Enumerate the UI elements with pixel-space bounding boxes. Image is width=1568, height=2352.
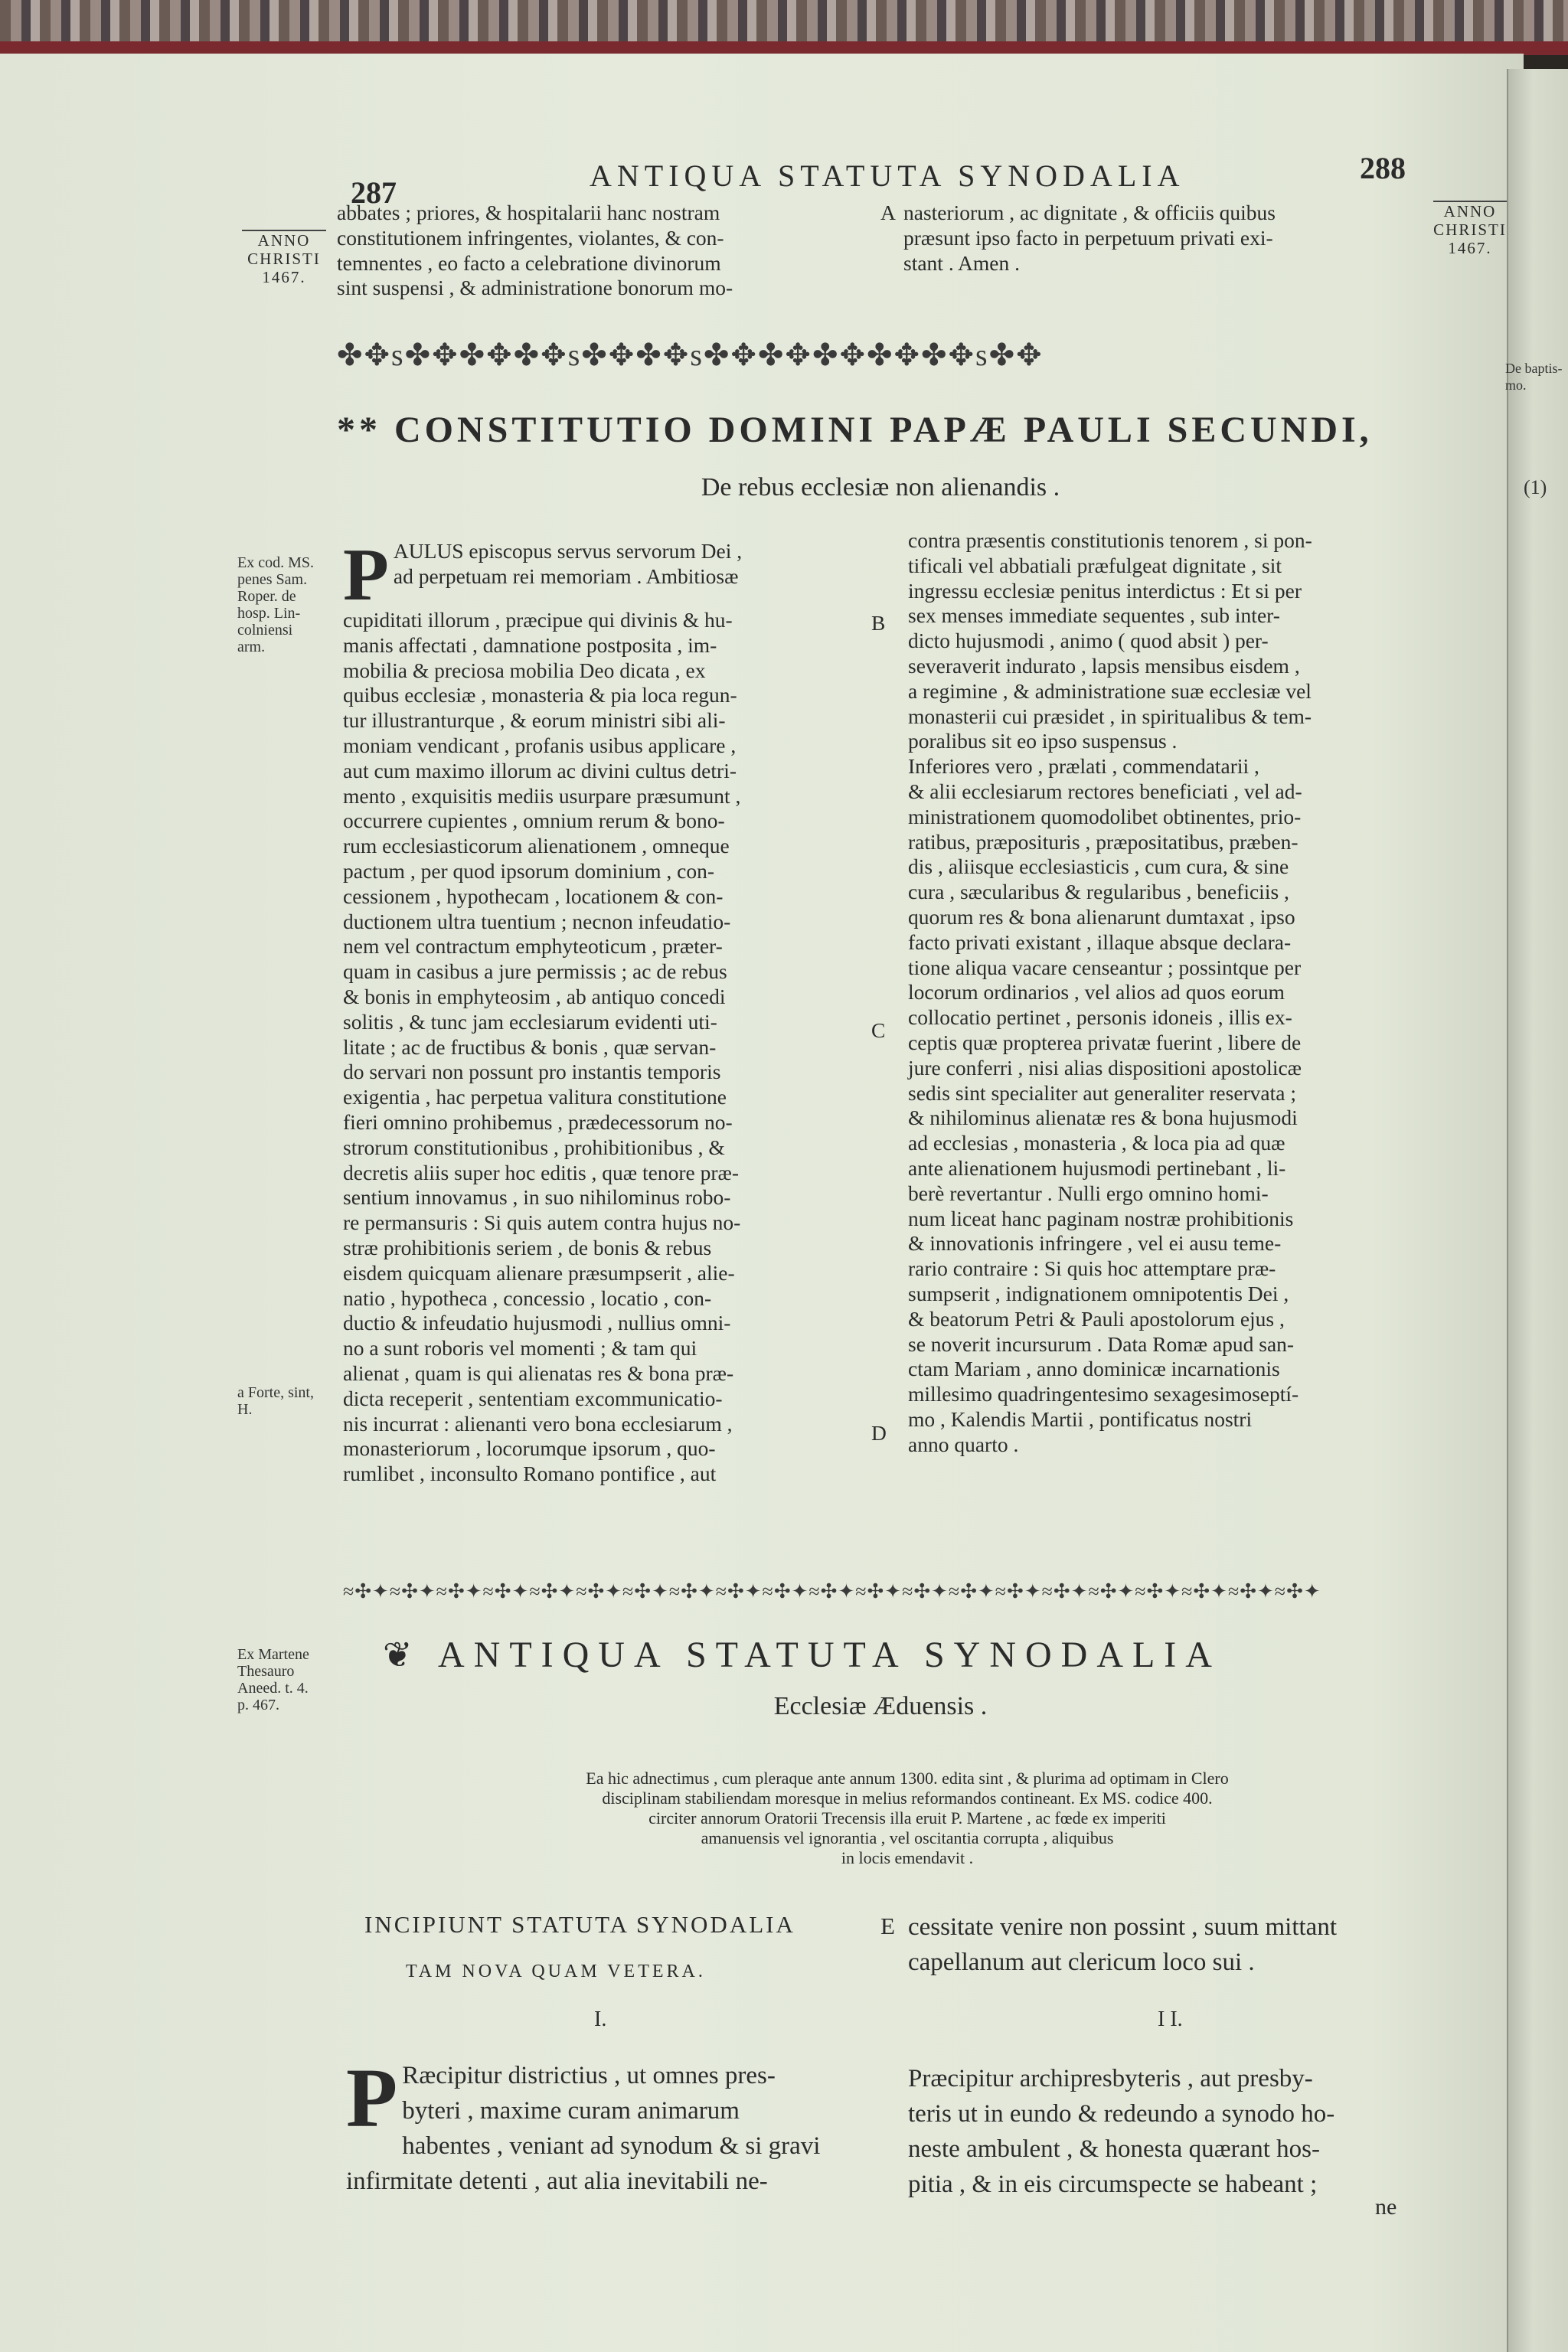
top-text-left: abbates ; priores, & hospitalarii hanc nostram constitutionem infringentes, violantes, & con- temnentes , eo facto a celebratione divinorum sint suspensi , & administratione bonorum mo- — [337, 201, 733, 300]
constitutio-right-column: contra præsentis constitutionis tenorem , si pon- tificali vel abbatiali præfulgeat dignitate , sit ingressu ecclesiæ penitus interdictus : Et si per sex menses immediate sequentes , sub inter- dicto hujusmodi , animo ( quod absit ) per- severaverit indurato , lapsis mensibus eisdem , a regimine , & administratione suæ ecclesiæ vel monasterii cui præsidet , in spiritualibus & tem- poralibus sit eo ipso suspensus . Inferiores vero , prælati , commendatarii , & alii ecclesiarum rectores beneficiati , vel ad- ministrationem quomodolibet obtinentes, prio- ratibus, præposituris , præpositatibus, præben- dis , aliisque ecclesiasticis , cum cura, & sine cura , sæcularibus & regularibus , beneficiis , quorum res & bona alienarunt dumtaxat , ipso facto privati existant , illaque absque declara- tione aliqua vacare censeantur ; possintque per locorum ordinarios , vel alios ad quos eorum collocatio pertinet , personis idoneis , illis ex- ceptis quæ propterea privatæ fuerint , libere de jure conferri , nisi alias dispositioni apostolicæ sedis sint specialiter aut generaliter reservata ; & nihilominus alienatæ res & bona hujusmodi ad ecclesias , monasteria , & loca pia ad quæ ante alienationem hujusmodi pertinebant , li- berè revertantur . Nulli ergo omnino homi- num liceat hanc paginam nostræ prohibitionis & innovationis infringere , vel ei ausu teme- rario contraire : Si quis hoc attemptare præ- sumpserit , indignationem omnipotentis Dei , & beatorum Petri & Pauli apostolorum ejus , se noverit incursurum . Data Romæ apud san- ctam Mariam , anno dominicæ incarnationis millesimo quadringentesimo sexagesimoseptí- mo , Kalendis Martii , pontificatus nostri anno quarto . — [908, 528, 1312, 1456]
section-number-ii: I I. — [1158, 2007, 1183, 2031]
christi-label: CHRISTI — [1433, 220, 1507, 239]
side-note-baptismo: De baptis- mo. — [1505, 361, 1563, 393]
marker-d: D — [871, 1421, 887, 1445]
constitutio-left-column — [343, 534, 864, 1487]
top-text-right: nasteriorum , ac dignitate , & officiis quibus præsunt ipso facto in perpetuum privati exi- stant . Amen . — [903, 201, 1276, 275]
statuta-left-text: Ræcipitur districtius , ut omnes pres- byteri , maxime curam animarum habentes , veniant ad synodum & si gravi infirmitate detenti , aut alia inevitabili ne- — [346, 2062, 821, 2195]
adjacent-page-edge — [1507, 69, 1568, 2352]
tam-nova-heading: TAM NOVA QUAM VETERA. — [406, 1962, 706, 1981]
statuta-right-text: Præcipitur archipresbyteris , aut presby- teris ut in eundo & redeundo a synodo ho- neste ambulent , & honesta quærant hos- pitia , & in eis circumspecte se habeant ; — [908, 2065, 1335, 2198]
statuta-right-top: cessitate venire non possint , suum mittant capellanum aut clericum loco sui . — [908, 1913, 1338, 1976]
ornament-band-mid: ≈✣✦≈✣✦≈✣✦≈✣✦≈✣✦≈✣✦≈✣✦≈✣✦≈✣✦≈✣✦≈✣✦≈✣✦≈✣✦≈✣✦≈✣✦≈✣✦≈✣✦≈✣✦≈✣✦≈✣✦≈✣✦ — [343, 1580, 1321, 1602]
constitutio-left-body: cupiditati illorum , præcipue qui divinis & hu- manis affectati , damnatione postposita , im- mobilia & preciosa mobilia Deo dicata , ex quibus ecclesiæ , monasteria & pia loca regun- tur illustranturque , & eorum ministri sibi ali- moniam vendicant , profanis usibus applicare , aut cum maximo illorum ac divini cultus detri- mento , exquisitis mediis usurpare præsumunt , occurrere cupientes , omnium rerum & bono- rum ecclesiasticorum alienationem , omneque pactum , per quod ipsorum dominium , con- cessionem , hypothecam , locationem & con- ductionem ultra tuentium ; necnon infeudatio- nem vel contractum emphyteoticum , præter- quam in casibus a jure permissis ; ac de rebus & bonis in emphyteosim , ab antiquo concedi solitis , & tunc jam ecclesiarum evidenti uti- litate ; ac de fructibus & bonis , quæ servan- do servari non possunt pro instantis temporis exigentia , hac perpetua valitura constitutione fieri omnino prohibemus , prædecessorum no- strorum constitutionibus , prohibitionibus , & decretis aliis super hoc editis , quæ tenore præ- sentium innovamus , in suo nihilominus robo- re permansuris : Si quis autem contra hujus no- stræ prohibitionis seriem , de bonis & rebus eisdem quicquam alienare præsumpserit , alie- natio , hypotheca , concessio , locatio , con- ductio & infeudatio hujusmodi , nullius omni- no a sunt roboris vel momenti ; & tam qui alienat , quam is qui alienatas res & bona præ- dicta receperit , sententiam excommunicatio- nis incurrat : alienanti vero bona ecclesiarum , monasteriorum , locorumque ipsorum , quo- rumlibet , inconsulto Romano pontifice , aut — [343, 608, 741, 1486]
page-number-right: 288 — [1360, 151, 1406, 185]
statuta-title: ANTIQUA STATUTA SYNODALIA — [438, 1635, 1221, 1675]
side-mark: (1) — [1524, 476, 1547, 498]
marker-c: C — [871, 1018, 886, 1042]
anno-right — [1433, 201, 1507, 257]
marker-b: B — [871, 611, 886, 635]
ornament-band-top: ✤✥s✤✥✤✥✤✥s✤✥✤✥s✤✥✤✥✤✥✤✥✤✥s✤✥ — [337, 338, 1044, 372]
marker-e: E — [880, 1913, 897, 1939]
footnote-forte: a Forte, sint, H. — [237, 1384, 314, 1418]
running-title: ANTIQUA STATUTA SYNODALIA — [590, 158, 1185, 193]
anno-left — [242, 230, 326, 286]
anno-year: 1467. — [1448, 239, 1492, 257]
marker-a: A — [880, 201, 896, 224]
section-number-i: I. — [594, 2007, 607, 2031]
catchword: ne — [1375, 2194, 1397, 2220]
drop-cap-p2: P — [346, 2051, 398, 2145]
source-note-martene: Ex Martene Thesauro Aneed. t. 4. p. 467. — [237, 1646, 309, 1713]
drop-cap-p: P — [343, 534, 389, 616]
page-number-left: 287 — [351, 175, 397, 210]
anno-year: 1467. — [262, 268, 306, 286]
constitutio-title: ** CONSTITUTIO DOMINI PAPÆ PAULI SECUNDI, — [337, 410, 1373, 450]
constitutio-subtitle: De rebus ecclesiæ non alienandis . — [701, 473, 1060, 501]
anno-label: ANNO — [242, 230, 326, 250]
source-note-roper: Ex cod. MS. penes Sam. Roper. de hosp. Lin- colniensi arm. — [237, 554, 314, 655]
christi-label: CHRISTI — [247, 250, 321, 268]
statuta-left-column — [346, 2051, 874, 2199]
fleuron-icon: ❦ — [383, 1635, 413, 1674]
statuta-subtitle: Ecclesiæ Æduensis . — [773, 1692, 988, 1720]
anno-label: ANNO — [1433, 201, 1507, 220]
constitutio-opening: AULUS episcopus servus servorum Dei , ad perpetuam rei memoriam . Ambitiosæ — [393, 539, 743, 588]
statuta-intro: Ea hic adnectimus , cum pleraque ante annum 1300. edita sint , & plurima ad optimam in Clero disciplinam stabiliendam moresque in melius reformandos contineant. Ex MS. codice 400. circiter annorum Oratorii Trecensis illa eruit P. Martene , ac fœde ex imperiti amanuensis vel ignorantia , vel oscitantia corrupta , aliquibus in locis emendavit . — [586, 1769, 1229, 1867]
incipiunt-heading: INCIPIUNT STATUTA SYNODALIA — [364, 1911, 795, 1938]
